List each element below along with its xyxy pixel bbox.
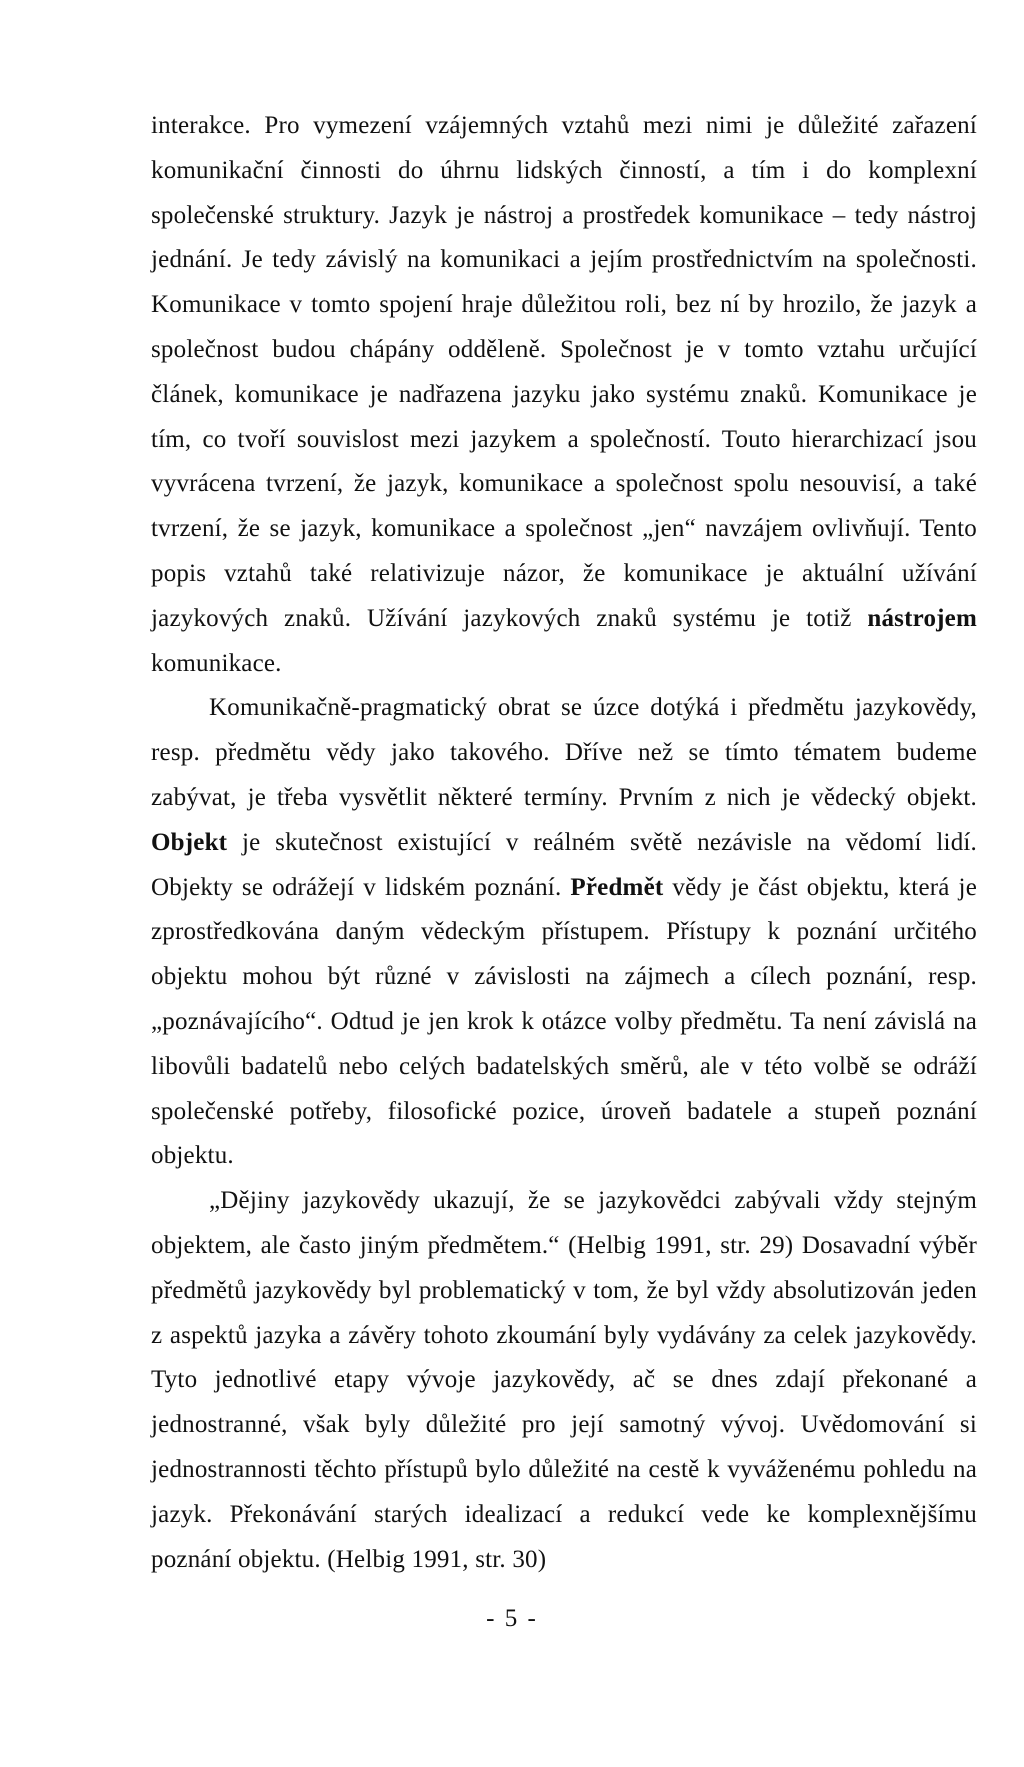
page-number: - 5 - [486,1605,538,1632]
paragraph-2-text-b: je skutečnost existující v reálném světě nezávisle na vědomí lidí. Objekty se odrážejí v lidském poznání. [151,828,977,901]
term-objekt: Objekt [151,828,228,856]
paragraph-3-text: „Dějiny jazykovědy ukazují, že se jazykovědci zabývali vždy stejným objektem, ale často jiným předmětem.“ (Helbig 1991, str. 29) Dosavadní výběr předmětů jazykovědy byl problematický v tom, že byl vždy absolutizován jeden z aspektů jazyka a závěry tohoto zkoumání byly vydávány za celek jazykovědy. Tyto jednotlivé etapy vývoje jazykovědy, ač se dnes zdají překonané a jednostranné, však byly důležité pro její samotný vývoj. Uvědomování si jednostrannosti těchto přístupů bylo důležité na cestě k vyváženému pohledu na jazyk. Překonávání starých idealizací a redukcí vede ke komplexnějšímu poznání objektu. (Helbig 1991, str. 30) [151,1187,977,1573]
paragraph-2-text-c: vědy je část objektu, která je zprostředkována daným vědeckým přístupem. Přístupy k poznání určitého objektu mohou být různé v závislosti na zájmech a cílech poznání, resp. „poznávajícího“. Odtud je jen krok k otázce volby předmětu. Ta není závislá na libovůli badatelů nebo celých badatelských směrů, ale v této volbě se odráží společenské potřeby, filosofické pozice, úroveň badatele a stupeň poznání objektu. [151,873,977,1170]
paragraph-2-text-a: Komunikačně-pragmatický obrat se úzce dotýká i předmětu jazykovědy, resp. předmětu vědy jako takového. Dříve než se tímto tématem budeme zabývat, je třeba vysvětlit některé termíny. Prvním z nich je vědecký objekt. [151,694,977,811]
paragraph-1-text: interakce. Pro vymezení vzájemných vztahů mezi nimi je důležité zařazení komunikační činnosti do úhrnu lidských činností, a tím i do komplexní společenské struktury. Jazyk je nástroj a prostředek komunikace – tedy nástroj jednání. Je tedy závislý na komunikaci a jejím prostřednictvím na společnosti. Komunikace v tomto spojení hraje důležitou roli, bez ní by hrozilo, že jazyk a společnost budou chápány odděleně. Společnost je v tomto vztahu určující článek, komunikace je nadřazena jazyku jako systému znaků. Komunikace je tím, co tvoří souvislost mezi jazykem a společností. Touto hierarchizací jsou vyvrácena tvrzení, že jazyk, komunikace a společnost spolu nesouvisí, a také tvrzení, že se jazyk, komunikace a společnost „jen“ navzájem ovlivňují. Tento popis vztahů také relativizuje názor, že komunikace je aktuální užívání jazykových znaků. Užívání jazykových znaků systému je totiž [151,112,977,632]
term-predmet: Předmět [570,873,664,901]
paragraph-2 [151,686,977,1179]
paragraph-1 [151,104,977,686]
body-text [151,104,977,1582]
paragraph-3 [151,1179,977,1582]
term-nastrojem: nástrojem [867,604,977,632]
paragraph-1-end: komunikace. [151,649,282,677]
